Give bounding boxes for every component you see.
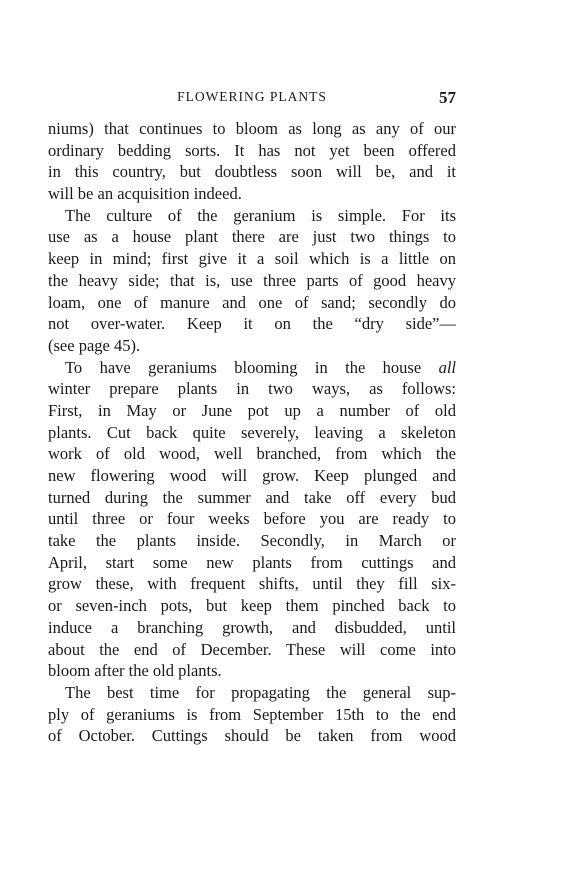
text-line: April, start some new plants from cuttings and [48, 552, 456, 572]
text-line: about the end of December. These will come into [48, 639, 456, 659]
text-line: use as a house plant there are just two things to [48, 227, 456, 247]
text-segment: To have geraniums blooming in the house [65, 357, 439, 377]
text-line: (see page 45). [48, 335, 141, 355]
text-line: induce a branching growth, and disbudded, until [48, 617, 456, 637]
text-line: turned during the summer and take off every bud [48, 487, 456, 507]
text-line: not over-water. Keep it on the “dry side”— [48, 314, 456, 334]
body-text [48, 118, 456, 747]
text-line: bloom after the old plants. [48, 661, 222, 681]
text-line: keep in mind; first give it a soil which is a little on [48, 249, 456, 269]
paragraph-first-line: The culture of the geranium is simple. For its [65, 205, 456, 225]
text-line: take the plants inside. Secondly, in March or [48, 531, 456, 551]
text-line: First, in May or June pot up a number of old [48, 400, 456, 420]
paragraph-first-line [48, 357, 456, 379]
text-line: loam, one of manure and one of sand; secondly do [48, 292, 456, 312]
text-line: winter prepare plants in two ways, as follows: [48, 379, 456, 399]
text-line: will be an acquisition indeed. [48, 184, 242, 204]
text-line: niums) that continues to bloom as long as any of our [48, 119, 456, 138]
italic-word: all [438, 357, 456, 377]
text-line: until three or four weeks before you are ready to [48, 509, 456, 529]
text-line: or seven-inch pots, but keep them pinched back to [48, 596, 456, 616]
text-line: work of old wood, well branched, from which the [48, 444, 456, 464]
text-line: grow these, with frequent shifts, until they fill six- [48, 574, 456, 594]
text-line: of October. Cuttings should be taken from wood [48, 726, 456, 746]
running-header [48, 89, 456, 113]
text-line: the heavy side; that is, use three parts of good heavy [48, 270, 456, 290]
text-line: plants. Cut back quite severely, leaving a skeleton [48, 422, 456, 442]
paragraph-first-line: The best time for propagating the general sup- [65, 682, 456, 702]
running-title: FLOWERING PLANTS [177, 89, 327, 104]
text-line: ply of geraniums is from September 15th to the end [48, 704, 456, 724]
page-number: 57 [439, 88, 456, 107]
text-line: ordinary bedding sorts. It has not yet been offered [48, 140, 456, 160]
text-line: in this country, but doubtless soon will be, and it [48, 162, 456, 182]
text-line: new flowering wood will grow. Keep plunged and [48, 466, 456, 485]
